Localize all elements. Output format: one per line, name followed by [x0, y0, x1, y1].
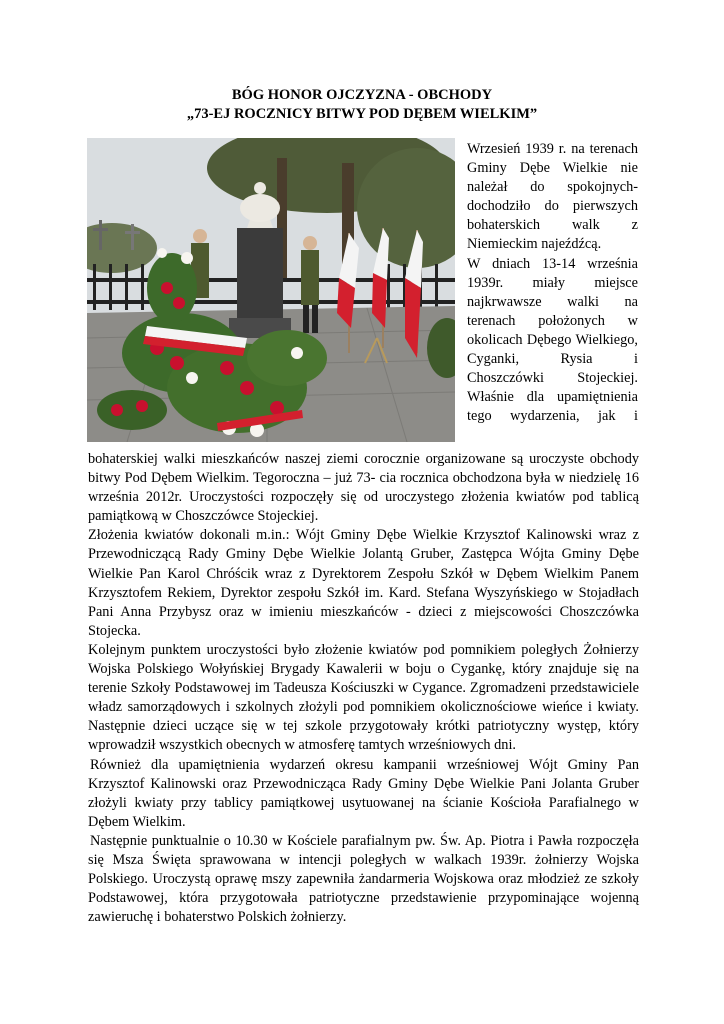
ceremony-photo: [87, 138, 455, 442]
side-paragraph: Wrzesień 1939 r. na terenach Gminy Dębe Wielkie nie należał do spokojnych-dochodziło do pierwszych bohaterskich walk z Niemieckim najeźdźcą.: [467, 141, 638, 253]
article-title-line-2: „73-EJ ROCZNICY BITWY POD DĘBEM WIELKIM”: [186, 106, 538, 122]
body-paragraph: Również dla upamiętnienia wydarzeń okresu kampanii wrześniowej Wójt Gminy Pan Krzysztof Kalinowski oraz Przewodnicząca Rady Gminy Dębe Wielkie Pani Jolanta Gruber złożyli kwiaty przy tablicy pamiątkowej usytuowanej na ścianie Kościoła Parafialnego w Dębem Wielkim.: [88, 756, 639, 830]
side-paragraph: W dniach 13-14 września 1939r. miały miejsce najkrwawsze walki na terenach położonych w okolicach Dębego Wielkiego, Cyganki, Rysia i Choszczówki Stojeckiej. Właśnie dla upamiętnienia tego wydarzenia, jak i: [467, 255, 638, 425]
side-column-text: [467, 140, 638, 426]
article-title-line-1: BÓG HONOR OJCZYZNA - OBCHODY: [231, 87, 493, 103]
body-paragraph: Następnie punktualnie o 10.30 w Kościele parafialnym pw. Św. Ap. Piotra i Pawła rozpoczęła się Msza Święta sprawowana w intencji poległych w walkach 1939r. żołnierzy Wojska Polskiego. Uroczystą oprawę mszy zapewniła żandarmeria Wojskowa oraz młodzież ze szkoły Podstawowej, która przygotowała patriotyczne przedstawienie przypominające wojenną zawieruchę i bohaterstwo Polskich żołnierzy.: [88, 832, 639, 926]
body-paragraph: Kolejnym punktem uroczystości było złożenie kwiatów pod pomnikiem poległych Żołnierzy Wojska Polskiego Wołyńskiej Brygady Kawalerii w boju o Cygankę, który znajduje się na terenie Szkoły Podstawowej im Tadeusza Kościuszki w Cygance. Zgromadzeni przedstawiciele władz samorządowych i szkolnych złożyli pod pomnikiem okolicznościowe wieńce i kwiaty. Następnie dzieci uczące się w tej szkole przygotowały krótki patriotyczny występ, który wprowadził wszystkich obecnych w atmosferę tamtych wrześniowych dni.: [88, 641, 639, 754]
body-paragraph: bohaterskiej walki mieszkańców naszej ziemi corocznie organizowane są uroczyste obchody bitwy Pod Dębem Wielkim. Tegoroczna – już 73- cia rocznica obchodzona była w niedzielę 16 września 2012r. Uroczystości rozpoczęły się od uroczystego złożenia kwiatów pod tablicą pamiątkową w Choszczówce Stojeckiej.: [88, 451, 639, 525]
main-body-text: [88, 450, 639, 927]
body-paragraph: Złożenia kwiatów dokonali m.in.: Wójt Gminy Dębe Wielkie Krzysztof Kalinowski wraz z Przewodniczącą Rady Gminy Dębe Wielkie Jolantą Gruber, Zastępca Wójta Gminy Dębe Wielkie Pan Karol Chróścik wraz z Dyrektorem Zespołu Szkół w Dębem Wielkim Panem Krzysztofem Rekiem, Dyrektor zespołu Szkół im. Kard. Stefana Wyszyńskiego w Stojadłach Pani Anna Przybysz oraz w imieniu mieszkańców - dzieci z miejscowości Choszczówka Stojecka.: [88, 527, 639, 639]
